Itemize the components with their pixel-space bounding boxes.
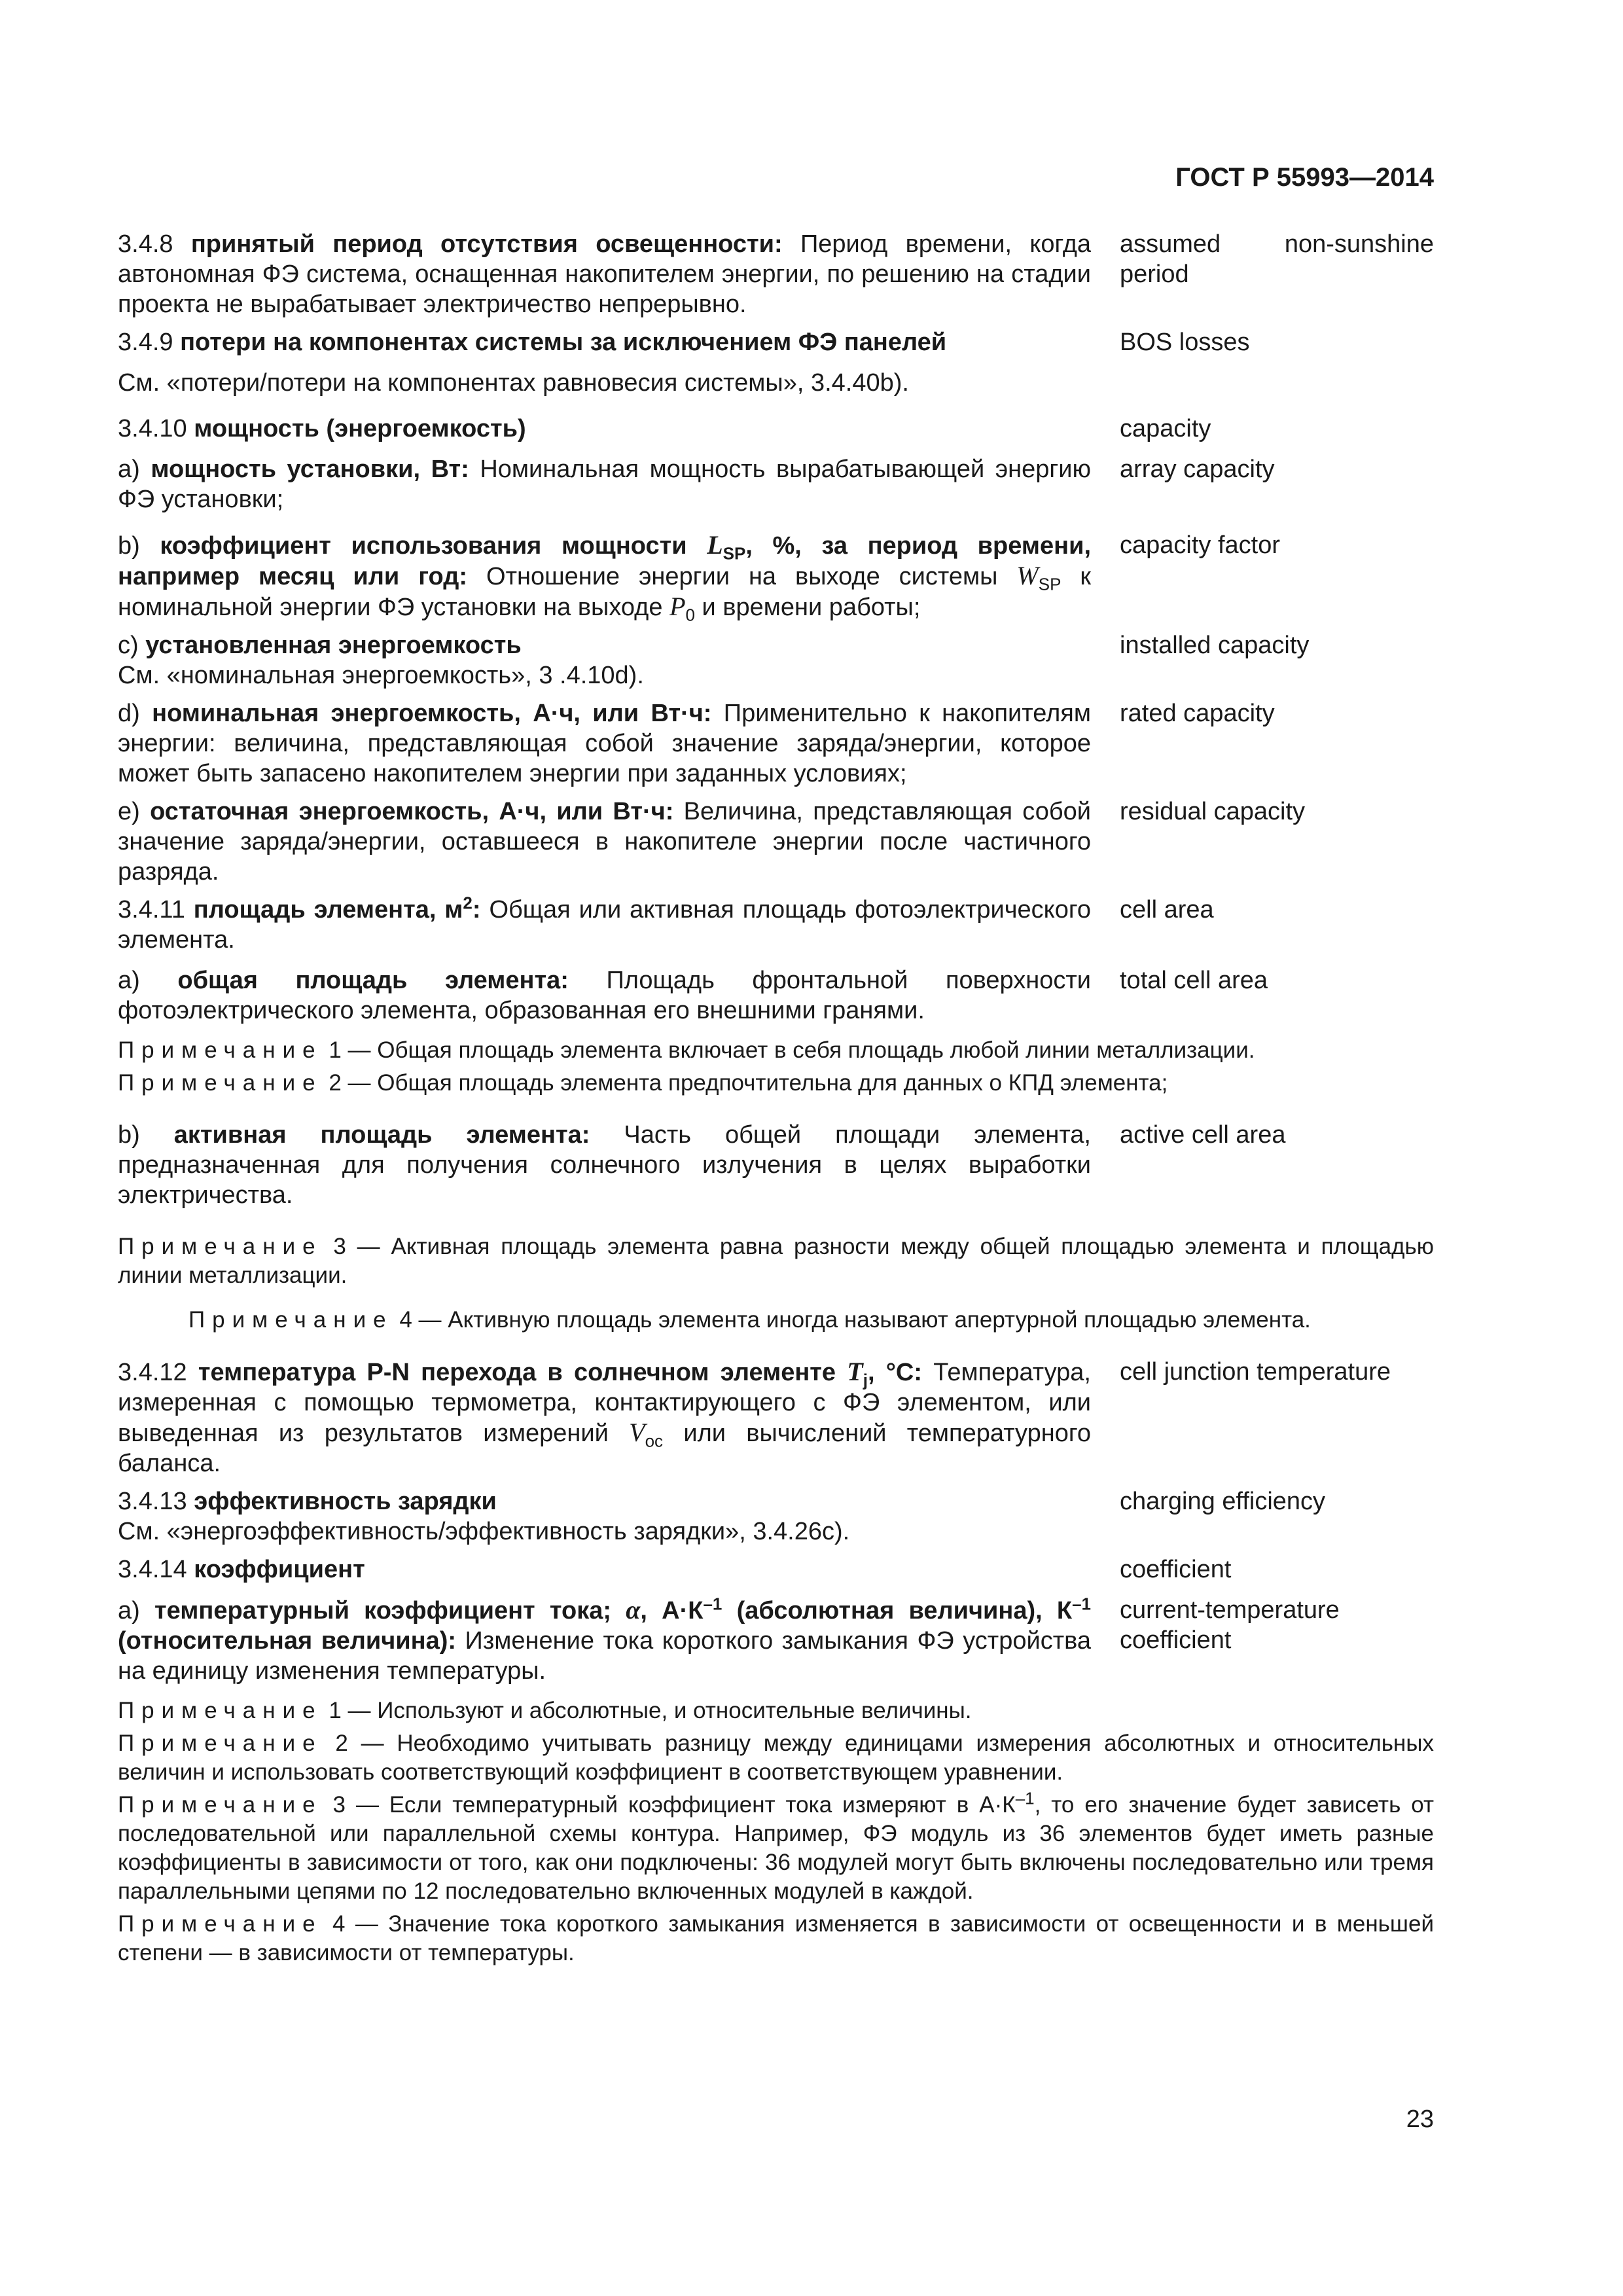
english-term: cell junction temperature xyxy=(1120,1358,1391,1386)
english-term: active cell area xyxy=(1120,1121,1286,1149)
entry-3-4-10-a xyxy=(118,454,1434,514)
note-text: 2 — Необходимо учитывать разницу между единицами измерения абсолютных и относительных величин и использовать соответствующий коэффициент в соответствующем уравнении. xyxy=(118,1731,1434,1785)
symbol-subscript: oc xyxy=(645,1431,664,1451)
note-4 xyxy=(188,1306,1432,1335)
note-a-3 xyxy=(118,1788,1434,1906)
term-number: a) xyxy=(118,1597,140,1624)
term-title: мощность установки, Вт: xyxy=(151,456,469,483)
note-a-2 xyxy=(118,1729,1434,1787)
term-definition-cont: к номинальной энергии ФЭ установки на выходе xyxy=(118,563,1092,621)
note-label: Примечание xyxy=(118,1234,323,1259)
english-term: charging efficiency xyxy=(1120,1488,1326,1515)
term-title: номинальная энергоемкость, А·ч, или Вт·ч: xyxy=(152,700,712,727)
term-title: коэффициент использования мощности xyxy=(160,532,687,560)
symbol: W xyxy=(1016,561,1039,590)
note-text: 4 — Значение тока короткого замыкания изменяется в зависимости от освещенности и в меньшей степени — в зависимости от температуры. xyxy=(118,1911,1434,1965)
term-title-cont: , А·К xyxy=(640,1597,704,1624)
note-2 xyxy=(118,1069,1434,1098)
term-number: b) xyxy=(118,532,140,560)
term-number: d) xyxy=(118,700,140,727)
term-number: 3.4.10 xyxy=(118,415,187,442)
english-term: capacity factor xyxy=(1120,531,1280,559)
term-title: установленная энергоемкость xyxy=(145,632,522,659)
symbol: T xyxy=(847,1357,863,1386)
entry-3-4-11-a xyxy=(118,965,1434,1026)
entry-3-4-10-d xyxy=(118,698,1434,789)
note-label: Примечание xyxy=(118,1037,323,1063)
term-title: активная площадь элемента: xyxy=(173,1121,590,1149)
entry-3-4-10-b xyxy=(118,530,1434,625)
note-text: 3 — Активная площадь элемента равна разности между общей площадью элемента и площадью линии металлизации. xyxy=(118,1234,1435,1288)
english-term: capacity xyxy=(1120,415,1211,442)
term-definition: Номинальная мощность вырабатывающей энергию ФЭ установки; xyxy=(118,456,1092,513)
note-label: Примечание xyxy=(118,1070,323,1096)
note-text: 4 — Активную площадь элемента иногда называют апертурной площадью элемента. xyxy=(399,1307,1311,1333)
term-reference: См. «потери/потери на компонентах равновесия системы», 3.4.40b). xyxy=(118,369,909,397)
english-term: installed capacity xyxy=(1120,632,1310,659)
english-term: total cell area xyxy=(1120,967,1268,994)
note-label: Примечание xyxy=(118,1731,323,1756)
term-colon: : xyxy=(472,896,481,924)
term-number: 3.4.14 xyxy=(118,1556,187,1583)
term-number: 3.4.9 xyxy=(118,329,173,356)
term-number: a) xyxy=(118,456,140,483)
term-reference: См. «номинальная энергоемкость», 3 .4.10d). xyxy=(118,662,644,689)
term-number: 3.4.11 xyxy=(118,896,185,924)
term-number: e) xyxy=(118,798,140,825)
term-definition: Применительно к накопителям энергии: величина, представляющая собой значение заряда/энергии, которое может быть запасено накопителем энергии при заданных условиях; xyxy=(118,700,1091,787)
term-number: c) xyxy=(118,632,139,659)
entry-3-4-13 xyxy=(118,1486,1434,1547)
entry-3-4-9 xyxy=(118,327,1434,357)
symbol: α xyxy=(626,1595,641,1624)
entry-3-4-11-b xyxy=(118,1120,1434,1210)
symbol: P xyxy=(669,592,686,621)
term-definition: Температура, измеренная с помощью термометра, контактирующего с ФЭ элементом, или выведенная из результатов измерений xyxy=(118,1359,1091,1447)
note-text: 1 — Общая площадь элемента включает в себя площадь любой линии металлизации. xyxy=(329,1037,1255,1063)
term-title: температурный коэффициент тока; xyxy=(154,1597,612,1624)
term-title: потери на компонентах системы за исключением ФЭ панелей xyxy=(180,329,947,356)
entry-3-4-11 xyxy=(118,895,1434,955)
term-number: 3.4.12 xyxy=(118,1359,187,1386)
term-title-cont: , °С: xyxy=(867,1359,923,1386)
english-term: current-temperature coefficient xyxy=(1120,1596,1340,1654)
term-title: мощность (энергоемкость) xyxy=(194,415,526,442)
entry-3-4-14-a xyxy=(118,1595,1434,1686)
note-text: 3 — Если температурный коэффициент тока измеряют в А·К xyxy=(332,1792,1016,1818)
entry-3-4-8 xyxy=(118,229,1434,319)
term-title: эффективность зарядки xyxy=(194,1488,497,1515)
term-number: b) xyxy=(118,1121,140,1149)
english-term: rated capacity xyxy=(1120,700,1275,727)
symbol-subscript: SP xyxy=(1038,574,1061,594)
symbol-subscript: j xyxy=(863,1370,868,1390)
term-definition: Часть общей площади элемента, предназначенная для получения солнечного излучения в целях выработки электричества. xyxy=(118,1121,1091,1209)
note-text-cont: , то его значение будет зависеть от последовательной или параллельной схемы контура. Например, ФЭ модуль из 36 элементов будет иметь разные коэффициенты в зависимости от того, как они подключены: 36 модулей могут быть включены последовательно или тремя параллельными цепями по 12 последовательно включенных модулей в каждой. xyxy=(118,1792,1434,1904)
term-definition: Период времени, когда автономная ФЭ система, оснащенная накопителем энергии, по решению на стадии проекта не вырабатывает электричество непрерывно. xyxy=(118,230,1092,318)
note-a-1 xyxy=(118,1696,1434,1725)
term-definition: Отношение энергии на выходе системы xyxy=(486,563,998,590)
symbol: V xyxy=(629,1418,645,1447)
note-3 xyxy=(118,1232,1434,1290)
term-definition: Величина, представляющая собой значение заряда/энергии, оставшееся в накопителе энергии после частичного разряда. xyxy=(118,798,1091,886)
entry-3-4-12 xyxy=(118,1357,1434,1479)
term-title-cont: (относительная величина): xyxy=(118,1627,457,1655)
unit-superscript: –1 xyxy=(1072,1594,1091,1614)
term-title: площадь элемента, м xyxy=(193,896,463,924)
note-label: Примечание xyxy=(118,1792,323,1818)
symbol-subscript: SP xyxy=(722,543,746,564)
unit-superscript: 2 xyxy=(463,893,473,913)
english-term: cell area xyxy=(1120,896,1214,924)
term-definition-cont: и времени работы; xyxy=(702,594,921,621)
entry-3-4-10-c xyxy=(118,630,1434,691)
english-term: coefficient xyxy=(1120,1556,1232,1583)
document-body xyxy=(118,229,1434,1967)
term-title-cont: (абсолютная величина), К xyxy=(722,1597,1073,1624)
english-term: assumed non-sunshine period xyxy=(1120,230,1434,288)
note-label: Примечание xyxy=(118,1911,323,1937)
document-header: ГОСТ Р 55993—2014 xyxy=(1175,163,1434,192)
term-title: общая площадь элемента: xyxy=(177,967,569,994)
term-number: 3.4.13 xyxy=(118,1488,187,1515)
note-a-4 xyxy=(118,1910,1434,1967)
symbol-subscript: 0 xyxy=(685,605,695,625)
entry-3-4-10 xyxy=(118,414,1434,444)
term-definition: Изменение тока короткого замыкания ФЭ устройства на единицу изменения температуры. xyxy=(118,1627,1091,1685)
term-title: температура P-N перехода в солнечном элементе xyxy=(198,1359,836,1386)
english-term: residual capacity xyxy=(1120,798,1306,825)
note-1 xyxy=(118,1036,1434,1065)
entry-3-4-10-e xyxy=(118,797,1434,887)
term-number: 3.4.8 xyxy=(118,230,173,258)
english-term: array capacity xyxy=(1120,456,1275,483)
note-label: Примечание xyxy=(188,1307,393,1333)
term-definition: Общая или активная площадь фотоэлектрического элемента. xyxy=(118,896,1091,954)
term-title: принятый период отсутствия освещенности: xyxy=(190,230,783,258)
term-title-cont: , %, за период времени, например месяц или год: xyxy=(118,532,1091,590)
entry-3-4-14 xyxy=(118,1554,1434,1585)
term-number: a) xyxy=(118,967,140,994)
unit-superscript: –1 xyxy=(1015,1788,1035,1808)
term-title: остаточная энергоемкость, А·ч, или Вт·ч: xyxy=(150,798,674,825)
term-reference: См. «энергоэффективность/эффективность зарядки», 3.4.26с). xyxy=(118,1518,850,1545)
unit-superscript: –1 xyxy=(703,1594,722,1614)
page-number: 23 xyxy=(1406,2106,1434,2133)
term-definition-cont: или вычислений температурного баланса. xyxy=(118,1420,1092,1477)
note-label: Примечание xyxy=(118,1698,323,1723)
term-title: коэффициент xyxy=(194,1556,365,1583)
term-definition: Площадь фронтальной поверхности фотоэлектрического элемента, образованная его внешними гранями. xyxy=(118,967,1092,1024)
note-text: 2 — Общая площадь элемента предпочтительна для данных о КПД элемента; xyxy=(329,1070,1168,1096)
english-term: BOS losses xyxy=(1120,329,1250,356)
symbol: L xyxy=(707,530,723,560)
note-text: 1 — Используют и абсолютные, и относительные величины. xyxy=(329,1698,972,1723)
